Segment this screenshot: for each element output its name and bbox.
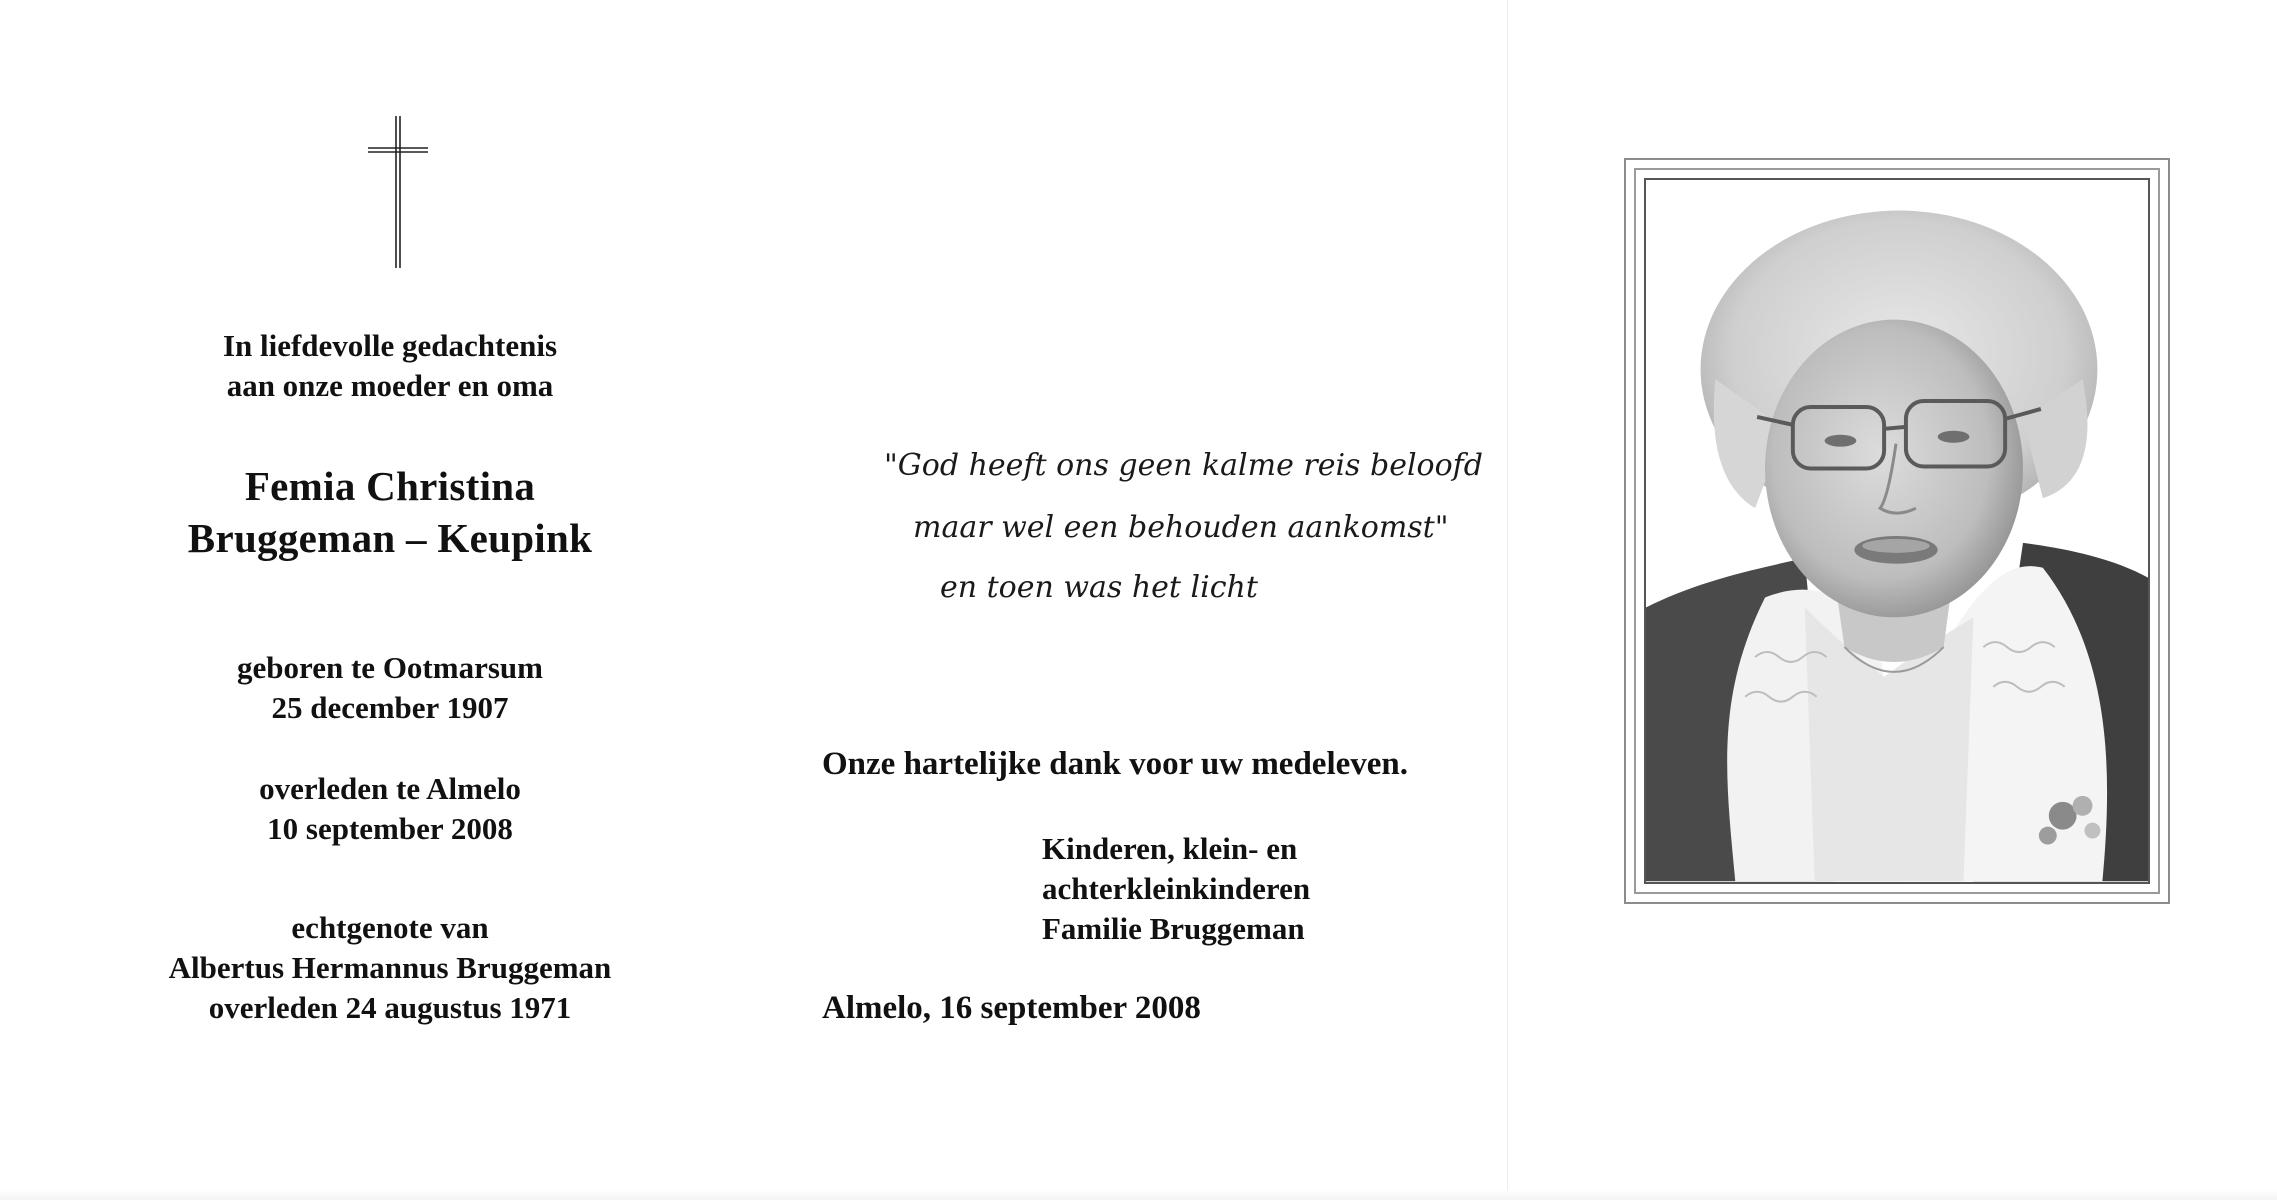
family-line-3: Familie Bruggeman xyxy=(1042,911,1305,946)
spouse-relation: echtgenote van xyxy=(291,910,489,945)
death-date: 10 september 2008 xyxy=(267,811,513,846)
family-line-1: Kinderen, klein- en xyxy=(1042,831,1298,866)
thanks-text: Onze hartelijke dank voor uw medeleven. xyxy=(822,746,1409,782)
death-info xyxy=(90,769,690,849)
death-place: overleden te Almelo xyxy=(259,771,521,806)
deceased-name xyxy=(90,460,690,564)
birth-place: geboren te Ootmarsum xyxy=(237,650,543,685)
cross-icon xyxy=(360,116,436,268)
left-panel xyxy=(90,0,690,1200)
family-line-2: achterkleinkinderen xyxy=(1042,871,1311,906)
place-date: Almelo, 16 september 2008 xyxy=(822,990,1201,1026)
portrait-illustration xyxy=(1646,180,2148,882)
fold-line xyxy=(1507,0,1508,1200)
quote-line-2: maar wel een behouden aankomst" xyxy=(913,510,1449,545)
card-bottom-edge xyxy=(0,1190,2277,1200)
family-names: Bruggeman – Keupink xyxy=(187,515,593,561)
given-names: Femia Christina xyxy=(244,463,536,509)
in-memoriam-line-2: aan onze moeder en oma xyxy=(226,368,554,403)
spouse-info xyxy=(90,908,690,1028)
in-memoriam-line-1: In liefdevolle gedachtenis xyxy=(222,328,558,363)
birth-info xyxy=(90,648,690,728)
quote-line-3: en toen was het licht xyxy=(940,570,1258,605)
quote-line-1: "God heeft ons geen kalme reis beloofd xyxy=(884,448,1483,483)
in-memoriam-text xyxy=(90,326,690,406)
birth-date: 25 december 1907 xyxy=(271,690,509,725)
spouse-name: Albertus Hermannus Bruggeman xyxy=(168,950,612,985)
portrait-photo xyxy=(1644,178,2150,884)
family-signature xyxy=(1042,829,1310,949)
spouse-death: overleden 24 augustus 1971 xyxy=(208,990,572,1025)
